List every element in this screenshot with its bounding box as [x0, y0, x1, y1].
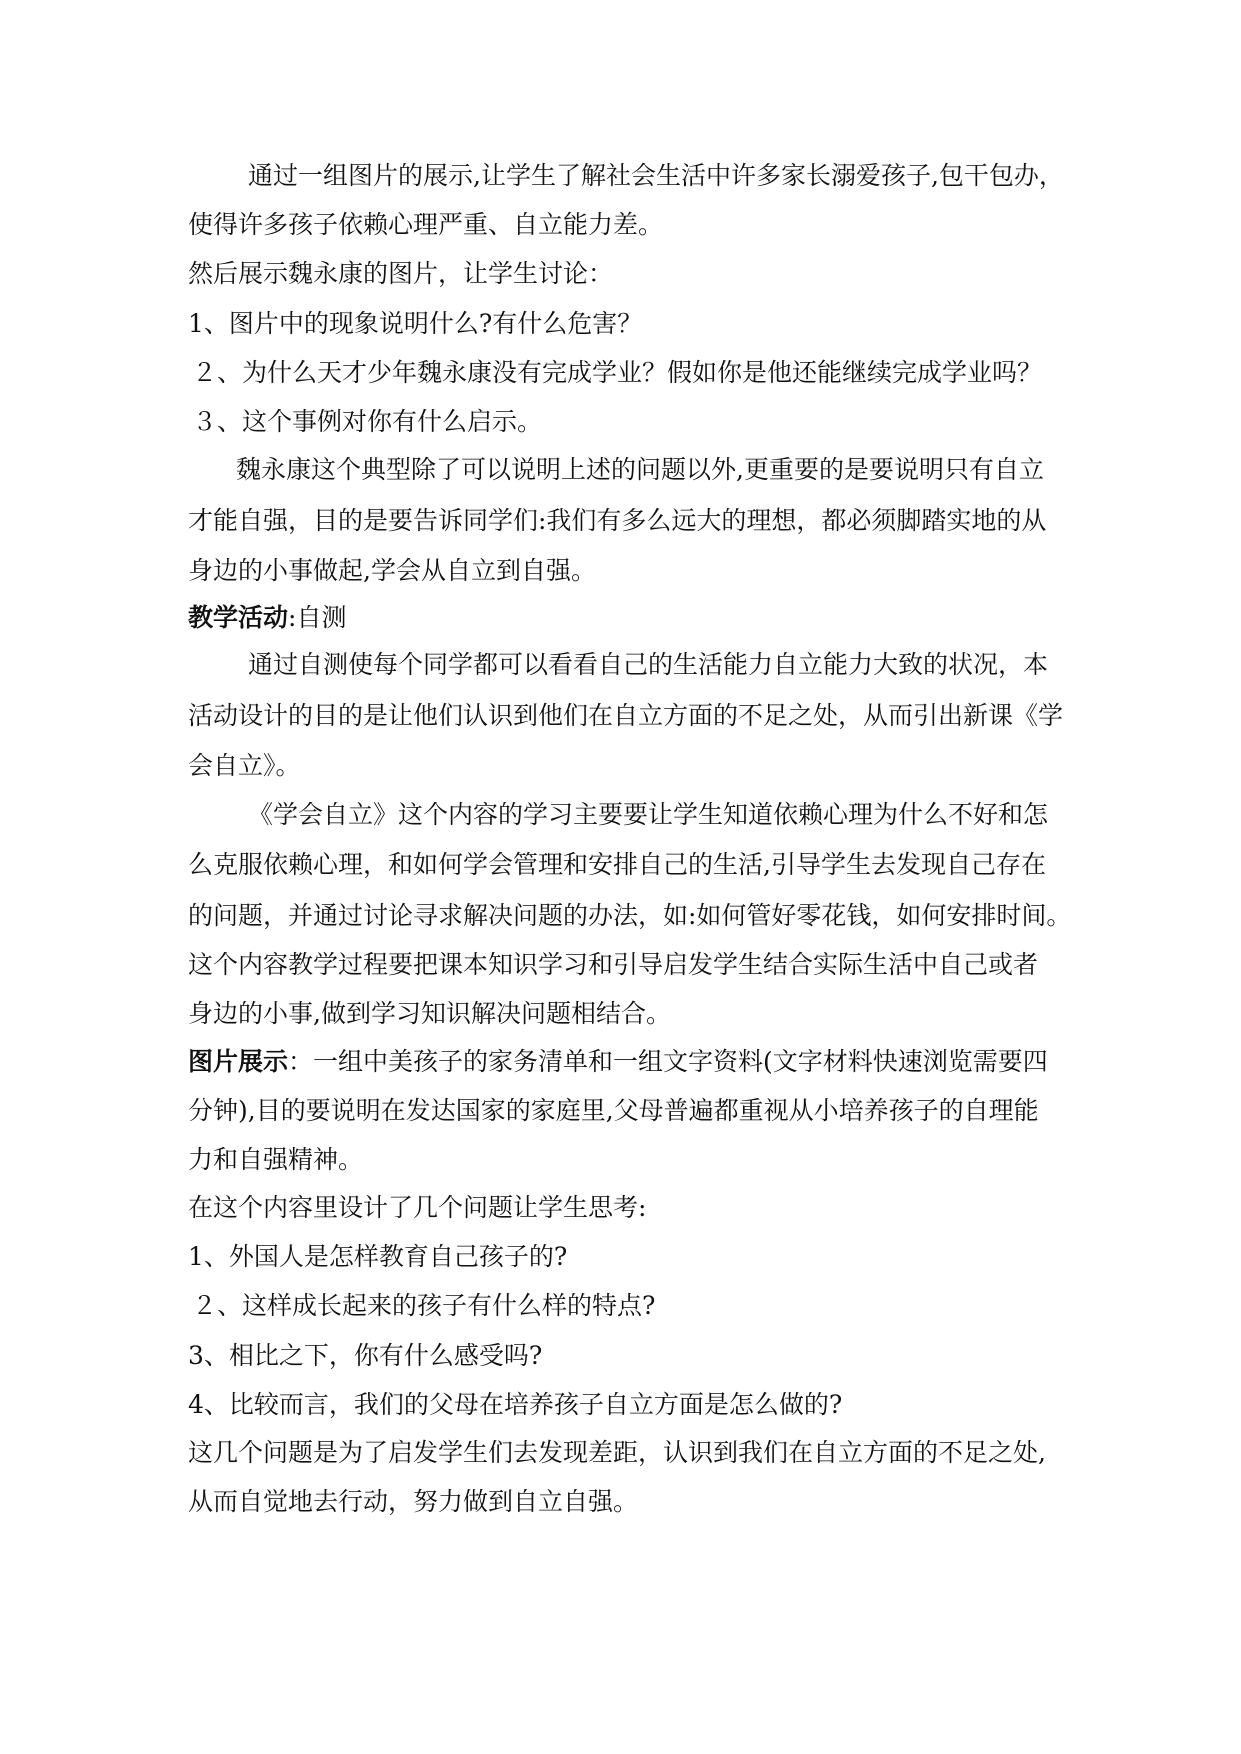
- question-b-2: ２、这样成长起来的孩子有什么样的特点?: [192, 1291, 656, 1320]
- paragraph-9-line-4: 这个内容教学过程要把课本知识学习和引导启发学生结合实际生活中自己或者: [188, 950, 1039, 979]
- picture-display-line-2: 分钟),目的要说明在发达国家的家庭里,父母普遍都重视从小培养孩子的自理能: [188, 1096, 1039, 1125]
- teaching-activity-label: 教学活动: [188, 603, 289, 632]
- picture-display-label: 图片展示: [188, 1047, 289, 1076]
- questions-intro: 在这个内容里设计了几个问题让学生思考:: [188, 1193, 647, 1222]
- question-2: ２、为什么天才少年魏永康没有完成学业？假如你是他还能继续完成学业吗？: [192, 358, 1043, 387]
- teaching-activity-heading: [188, 600, 346, 636]
- picture-display-text: ：一组中美孩子的家务清单和一组文字资料(文字材料快速浏览需要四: [288, 1047, 1048, 1076]
- paragraph-6-line-3: 身边的小事做起,学会从自立到自强。: [188, 556, 596, 585]
- paragraph-9-line-2: 么克服依赖心理，和如何学会管理和安排自己的生活,引导学生去发现自己存在: [188, 850, 1046, 879]
- paragraph-6-line-2: 才能自强，目的是要告诉同学们:我们有多么远大的理想，都必须脚踏实地的从: [188, 506, 1047, 535]
- paragraph-1-line-1: 通过一组图片的展示,让学生了解社会生活中许多家长溺爱孩子,包干包办，: [248, 161, 1064, 190]
- teaching-activity-text: :自测: [288, 603, 347, 632]
- question-1: 1、图片中的现象说明什么?有什么危害？: [188, 309, 643, 338]
- paragraph-8-line-3: 会自立》。: [188, 751, 301, 780]
- closing-line-2: 从而自觉地去行动，努力做到自立自强。: [188, 1487, 639, 1516]
- paragraph-8-line-2: 活动设计的目的是让他们认识到他们在自立方面的不足之处，从而引出新课《学: [188, 701, 1064, 730]
- paragraph-9-line-1: 《学会自立》这个内容的学习主要要让学生知道依赖心理为什么不好和怎: [248, 800, 1049, 829]
- paragraph-8-line-1: 通过自测使每个同学都可以看看自己的生活能力自立能力大致的状况，本: [248, 650, 1049, 679]
- picture-display-line-3: 力和自强精神。: [188, 1145, 364, 1174]
- question-3: ３、这个事例对你有什么启示。: [192, 407, 543, 436]
- question-b-4: 4、比较而言，我们的父母在培养孩子自立方面是怎么做的?: [188, 1390, 843, 1419]
- paragraph-6-line-1: 魏永康这个典型除了可以说明上述的问题以外,更重要的是要说明只有自立: [236, 455, 1044, 484]
- paragraph-9-line-3: 的问题，并通过讨论寻求解决问题的办法，如:如何管好零花钱，如何安排时间。: [188, 901, 1072, 930]
- picture-display-line-1: [188, 1044, 1048, 1080]
- closing-line-1: 这几个问题是为了启发学生们去发现差距，认识到我们在自立方面的不足之处,: [188, 1438, 1046, 1467]
- question-b-1: 1、外国人是怎样教育自己孩子的?: [188, 1242, 568, 1271]
- paragraph-1-line-2: 使得许多孩子依赖心理严重、自立能力差。: [188, 210, 664, 239]
- paragraph-9-line-5: 身边的小事,做到学习知识解决问题相结合。: [188, 999, 671, 1028]
- question-b-3: 3、相比之下，你有什么感受吗?: [188, 1341, 543, 1370]
- paragraph-2-line-1: 然后展示魏永康的图片，让学生讨论：: [188, 259, 614, 288]
